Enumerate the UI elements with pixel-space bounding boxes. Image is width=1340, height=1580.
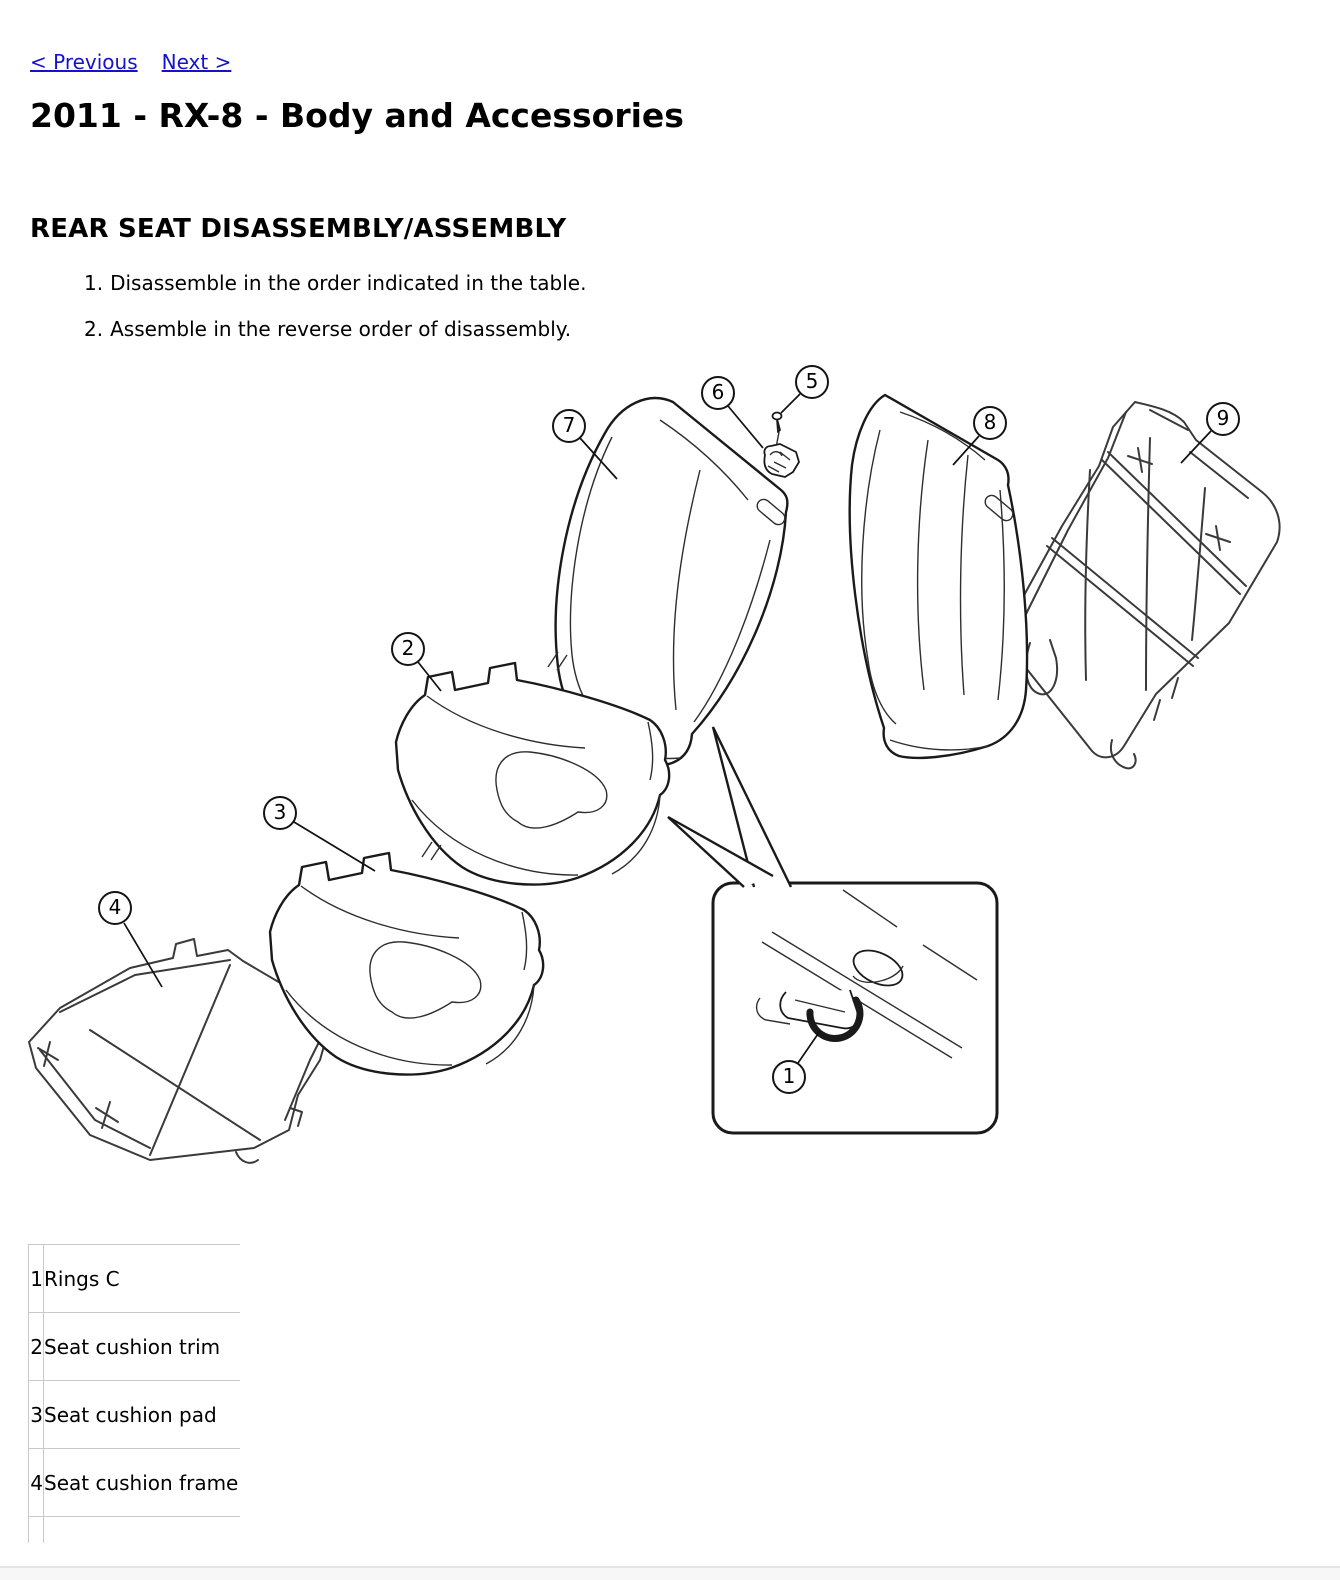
step-1 [84, 271, 586, 295]
section-heading: REAR SEAT DISASSEMBLY/ASSEMBLY [30, 214, 567, 244]
table-row [29, 1517, 241, 1544]
step-2-number: 2. [84, 317, 104, 341]
bracket-and-screw-art [764, 413, 799, 478]
part-description [44, 1517, 241, 1544]
seat-back-frame-art [1007, 402, 1279, 768]
seat-diagram-art [0, 360, 1340, 1180]
horizontal-scrollbar[interactable] [0, 1566, 1340, 1580]
callout-3: 3 [263, 796, 297, 830]
part-number: 3 [29, 1381, 44, 1449]
callout-6: 6 [701, 376, 735, 410]
seat-back-right-art [850, 395, 1027, 758]
exploded-view-diagram [0, 360, 1340, 1180]
part-number: 2 [29, 1313, 44, 1381]
detail-callout-art [668, 727, 997, 1133]
parts-table [28, 1244, 240, 1543]
table-row [29, 1313, 241, 1381]
part-number [29, 1517, 44, 1544]
table-row [29, 1245, 241, 1313]
callout-2: 2 [391, 632, 425, 666]
callout-9: 9 [1206, 402, 1240, 436]
pager-nav [30, 50, 255, 74]
callout-1: 1 [772, 1060, 806, 1094]
callout-4: 4 [98, 891, 132, 925]
part-description: Seat cushion frame [44, 1449, 241, 1517]
previous-link[interactable]: < Previous [30, 50, 138, 74]
page-title: 2011 - RX-8 - Body and Accessories [30, 96, 684, 135]
callout-7: 7 [552, 409, 586, 443]
step-2 [84, 317, 571, 341]
part-number: 1 [29, 1245, 44, 1313]
part-description: Seat cushion trim [44, 1313, 241, 1381]
step-1-text: Disassemble in the order indicated in the table. [110, 271, 587, 295]
table-row [29, 1449, 241, 1517]
part-description: Rings C [44, 1245, 241, 1313]
table-row [29, 1381, 241, 1449]
step-2-text: Assemble in the reverse order of disassembly. [110, 317, 572, 341]
next-link[interactable]: Next > [161, 50, 232, 74]
callout-8: 8 [973, 406, 1007, 440]
part-number: 4 [29, 1449, 44, 1517]
callout-5: 5 [795, 365, 829, 399]
part-description: Seat cushion pad [44, 1381, 241, 1449]
step-1-number: 1. [84, 271, 104, 295]
